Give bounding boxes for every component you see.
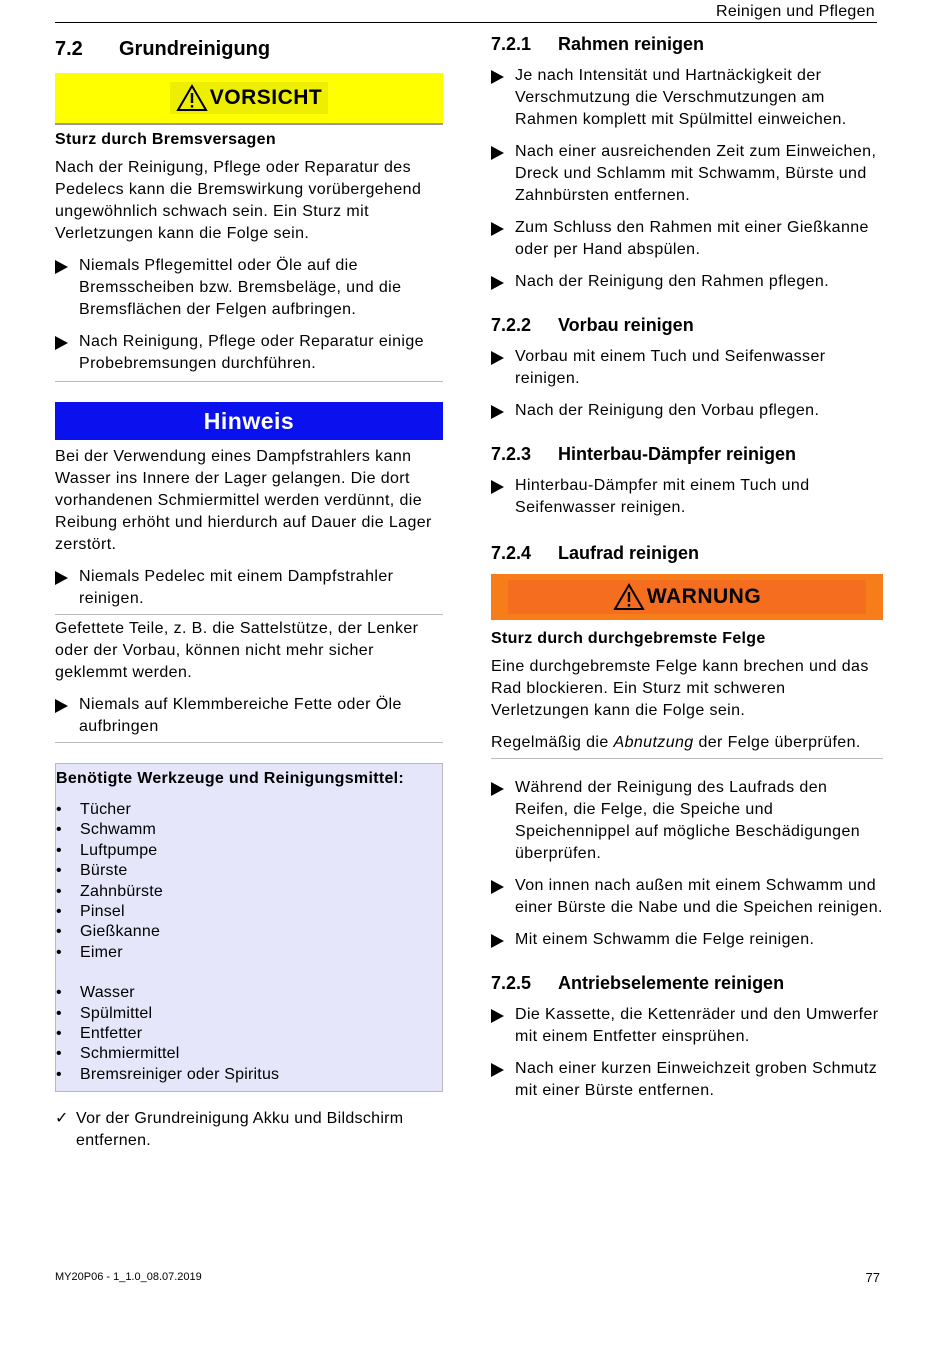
warning-triangle-icon xyxy=(176,84,208,112)
bullet-dot: • xyxy=(56,841,62,859)
caution-text: Nach der Reinigung, Pflege oder Reparatur des Pedelecs kann die Bremswirkung vorübergehend ungewöhnlich schwach sein. Ein Sturz mit Verletzungen kann die Folge sein. xyxy=(55,159,422,242)
bullet-dot: • xyxy=(56,1065,62,1083)
step-arrow-icon xyxy=(491,217,515,261)
tool-item: • Bürste xyxy=(56,861,442,881)
precondition xyxy=(55,1108,443,1152)
tools-list xyxy=(56,800,442,963)
steps-vorbau xyxy=(491,346,883,422)
caution-label: VORSICHT xyxy=(209,86,323,109)
section-title: Grundreinigung xyxy=(119,38,271,60)
step-arrow-icon xyxy=(491,475,515,519)
subsection-heading-vorbau: 7.2.2 Vorbau reinigen xyxy=(491,315,694,335)
warning-check: Regelmäßig die Abnutzung der Felge überprüfen. xyxy=(491,734,861,751)
step-arrow-icon xyxy=(491,141,515,207)
page-number: 77 xyxy=(865,1270,880,1285)
caution-banner xyxy=(55,73,443,125)
step-arrow-icon xyxy=(55,694,79,738)
bullet-dot: • xyxy=(56,1045,62,1063)
step-arrow-icon xyxy=(491,875,515,919)
step-item: Nach der Reinigung den Vorbau pflegen. xyxy=(491,400,883,422)
bullet-dot: • xyxy=(56,943,62,961)
cleaning-agents-list xyxy=(56,983,442,1085)
step-arrow-icon xyxy=(491,346,515,390)
bullet-dot: • xyxy=(56,882,62,900)
warning-triangle-icon xyxy=(613,583,645,611)
bullet-dot: • xyxy=(56,1025,62,1043)
tool-item: • Bremsreiniger oder Spiritus xyxy=(56,1065,442,1085)
warning-text: Eine durchgebremste Felge kann brechen und das Rad blockieren. Ein Sturz mit schweren Verletzungen kann die Folge sein. xyxy=(491,658,869,719)
step-arrow-icon xyxy=(491,1004,515,1048)
section-heading xyxy=(55,38,443,61)
step-item: Während der Reinigung des Laufrads den Reifen, die Felge, die Speiche und Speichennippel auf mögliche Beschädigungen überprüfen. xyxy=(491,777,883,865)
tool-item: • Luftpumpe xyxy=(56,841,442,861)
steps-rahmen xyxy=(491,65,883,293)
step-item: Nach einer ausreichenden Zeit zum Einweichen, Dreck und Schlamm mit Schwamm, Bürste und Zahnbürsten entfernen. xyxy=(491,141,883,207)
step-item: Hinterbau-Dämpfer mit einem Tuch und Seifenwasser reinigen. xyxy=(491,475,883,519)
step-arrow-icon xyxy=(491,777,515,865)
document-id: MY20P06 - 1_1.0_08.07.2019 xyxy=(55,1271,202,1283)
divider xyxy=(55,614,443,615)
step-arrow-icon xyxy=(491,400,515,422)
bullet-dot: • xyxy=(56,801,62,818)
step-item: Je nach Intensität und Hartnäckigkeit der Verschmutzung die Verschmutzungen am Rahmen komplett mit Spülmittel einweichen. xyxy=(491,65,883,131)
hinweis-step: Niemals auf Klemmbereiche Fette oder Öle aufbringen xyxy=(55,694,443,738)
subsection-heading-daempfer: 7.2.3 Hinterbau-Dämpfer reinigen xyxy=(491,444,797,464)
bullet-dot: • xyxy=(56,984,62,1002)
hinweis-banner: Hinweis xyxy=(55,402,443,440)
steps-antrieb xyxy=(491,1004,883,1102)
caution-heading: Sturz durch Bremsversagen xyxy=(55,131,276,148)
tool-item: • Eimer xyxy=(56,943,442,963)
step-arrow-icon xyxy=(55,566,79,610)
precondition-text: Vor der Grundreinigung Akku und Bildschirm entfernen. xyxy=(76,1110,404,1150)
divider xyxy=(491,758,883,759)
warning-label: WARNUNG xyxy=(646,585,762,608)
divider xyxy=(55,742,443,743)
tool-item: • Zahnbürste xyxy=(56,882,442,902)
step-item: Nach einer kurzen Einweichzeit groben Schmutz mit einer Bürste entfernen. xyxy=(491,1058,883,1102)
step-arrow-icon xyxy=(491,929,515,951)
step-arrow-icon xyxy=(491,271,515,293)
hinweis-text-2: Gefettete Teile, z. B. die Sattelstütze, der Lenker oder der Vorbau, können nicht mehr sicher geklemmt werden. xyxy=(55,620,419,681)
hinweis-text: Bei der Verwendung eines Dampfstrahlers kann Wasser ins Innere der Lager gelangen. Die dort vorhandenen Schmiermittel werden verdünnt, die Reibung erhöht und hierdurch auf Dauer die Lager zerstört. xyxy=(55,448,432,553)
step-arrow-icon xyxy=(491,65,515,131)
step-arrow-icon xyxy=(55,331,79,375)
warning-banner xyxy=(491,574,883,620)
step-item: Zum Schluss den Rahmen mit einer Gießkanne oder per Hand abspülen. xyxy=(491,217,883,261)
bullet-dot: • xyxy=(56,1004,62,1022)
tool-item: • Tücher xyxy=(56,800,442,820)
step-arrow-icon xyxy=(55,255,79,321)
bullet-dot: • xyxy=(56,862,62,880)
step-item: Mit einem Schwamm die Felge reinigen. xyxy=(491,929,883,951)
steps-daempfer xyxy=(491,475,883,519)
tool-item: • Gießkanne xyxy=(56,922,442,942)
bullet-dot: • xyxy=(56,903,62,921)
step-item: Die Kassette, die Kettenräder und den Umwerfer mit einem Entfetter einsprühen. xyxy=(491,1004,883,1048)
tool-item: • Entfetter xyxy=(56,1024,442,1044)
warning-heading: Sturz durch durchgebremste Felge xyxy=(491,630,766,647)
step-item: Von innen nach außen mit einem Schwamm und einer Bürste die Nabe und die Speichen reinigen. xyxy=(491,875,883,919)
right-column xyxy=(491,34,883,1112)
hinweis-step: Niemals Pedelec mit einem Dampfstrahler reinigen. xyxy=(55,566,443,610)
header-rule xyxy=(55,22,877,23)
tool-item: • Wasser xyxy=(56,983,442,1003)
subsection-heading-rahmen: 7.2.1 Rahmen reinigen xyxy=(491,34,705,54)
section-number: 7.2 xyxy=(55,38,83,60)
step-item: Nach der Reinigung den Rahmen pflegen. xyxy=(491,271,883,293)
tool-item: • Spülmittel xyxy=(56,1004,442,1024)
steps-laufrad xyxy=(491,777,883,951)
subsection-heading-antrieb: 7.2.5 Antriebselemente reinigen xyxy=(491,973,785,993)
tools-box xyxy=(55,763,443,1092)
caution-step: Nach Reinigung, Pflege oder Reparatur einige Probebremsungen durchführen. xyxy=(55,331,443,375)
tool-item: • Schwamm xyxy=(56,820,442,840)
subsection-heading-laufrad: 7.2.4 Laufrad reinigen xyxy=(491,543,700,563)
tool-item: • Pinsel xyxy=(56,902,442,922)
bullet-dot: • xyxy=(56,821,62,839)
tool-item: • Schmiermittel xyxy=(56,1044,442,1064)
left-column xyxy=(55,34,443,1152)
step-item: Vorbau mit einem Tuch und Seifenwasser reinigen. xyxy=(491,346,883,390)
caution-step: Niemals Pflegemittel oder Öle auf die Bremsscheiben bzw. Bremsbeläge, und die Bremsflächen der Felgen aufbringen. xyxy=(55,255,443,321)
checkmark-icon: ✓ xyxy=(55,1110,69,1128)
running-header: Reinigen und Pflegen xyxy=(715,3,875,20)
step-arrow-icon xyxy=(491,1058,515,1102)
bullet-dot: • xyxy=(56,923,62,941)
divider xyxy=(55,381,443,382)
tools-title: Benötigte Werkzeuge und Reinigungsmittel: xyxy=(56,770,405,787)
